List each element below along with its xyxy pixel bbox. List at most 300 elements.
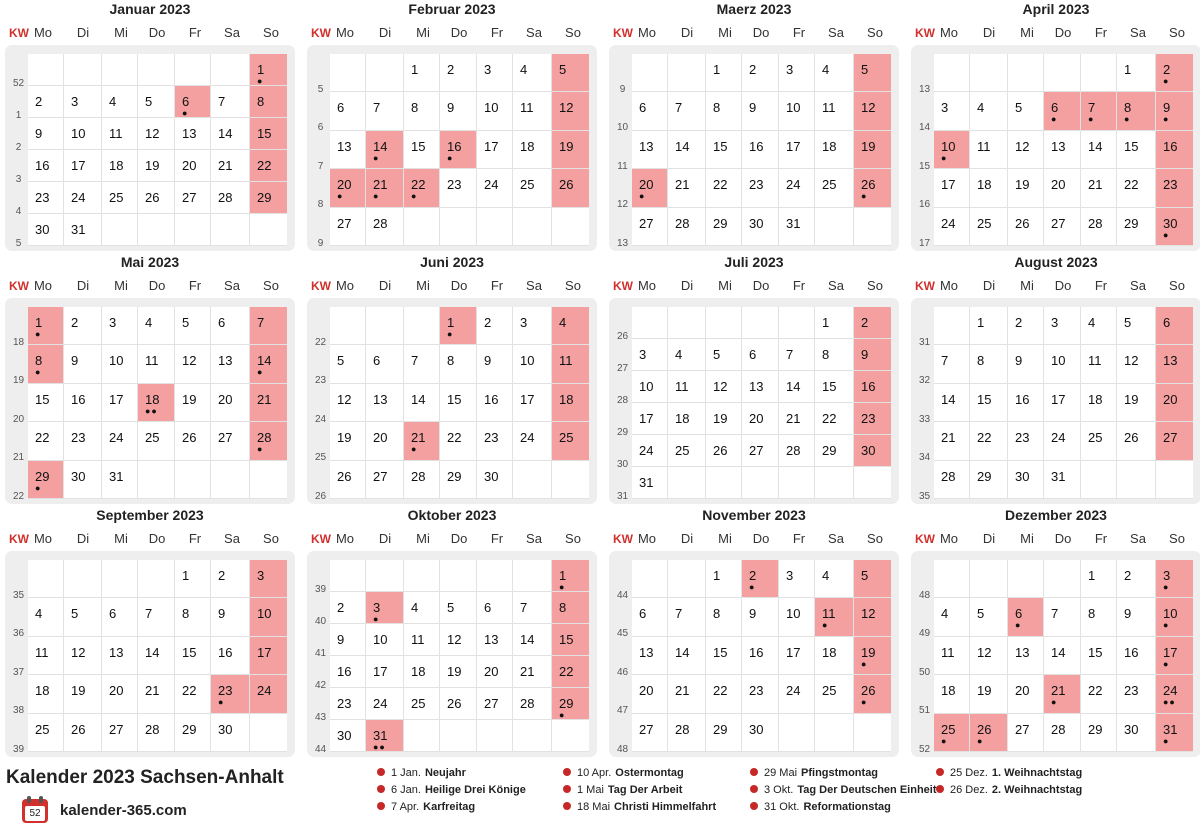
day-cell: [102, 598, 138, 636]
day-number: 11: [520, 100, 534, 116]
day-number: 1: [713, 62, 721, 77]
day-cell: [668, 371, 706, 403]
day-cell: [706, 598, 742, 636]
month-title: Maerz 2023: [716, 1, 792, 17]
day-number: 22: [447, 430, 462, 446]
week-number: 31: [918, 337, 931, 348]
day-number: 9: [35, 126, 43, 141]
holiday-name: Ostermontag: [615, 767, 684, 779]
day-cell: [779, 637, 815, 675]
day-cell: [1081, 92, 1117, 130]
day-cell: [1081, 714, 1117, 752]
day-number: 2: [35, 94, 43, 109]
day-number: 4: [109, 94, 117, 109]
week-number: 22: [12, 490, 25, 502]
kw-label: KW: [311, 279, 331, 293]
day-cell: [28, 182, 64, 214]
day-cell: [706, 637, 742, 675]
day-number: 13: [1051, 138, 1066, 154]
day-number: 29: [447, 468, 462, 484]
day-number: 1: [822, 315, 830, 330]
day-cell: [668, 169, 706, 207]
weekday-label: Mi: [114, 278, 128, 293]
day-number: 25: [822, 683, 837, 699]
weekday-label: Sa: [224, 278, 240, 293]
day-number: 1: [447, 315, 455, 330]
day-cell: [742, 208, 779, 246]
empty-cell: [934, 560, 970, 598]
day-number: 20: [1163, 391, 1178, 407]
day-number: 22: [1088, 683, 1103, 699]
kw-label: KW: [311, 26, 331, 40]
day-number: 13: [1015, 644, 1030, 660]
day-number: 2: [749, 62, 757, 77]
empty-cell: [477, 208, 513, 246]
day-grid: [314, 560, 589, 755]
day-number: 6: [1163, 315, 1171, 330]
holiday-name: Reformationstag: [803, 801, 891, 813]
day-cell: [211, 560, 250, 598]
day-cell: [1044, 208, 1081, 246]
empty-cell: [934, 307, 970, 345]
day-number: 28: [675, 215, 690, 231]
day-cell: [440, 656, 477, 688]
day-cell: [211, 637, 250, 675]
day-number: 28: [520, 696, 535, 711]
holiday-dot-icon: ●: [447, 152, 454, 163]
holiday-bullet-icon: [563, 768, 571, 776]
kw-label: KW: [9, 26, 29, 40]
holiday-dot-icon: ●: [337, 191, 344, 202]
day-number: 29: [182, 721, 197, 737]
month-panel: [5, 1, 295, 251]
week-number: 8: [317, 199, 324, 211]
day-number: 16: [1163, 138, 1178, 154]
day-cell: [64, 182, 102, 214]
day-cell: [1081, 131, 1117, 169]
weekday-label: Mo: [939, 278, 959, 293]
day-cell: [632, 675, 668, 713]
day-cell: [1008, 384, 1044, 422]
week-number: 14: [918, 122, 931, 134]
day-cell: [970, 307, 1008, 345]
day-number: 12: [977, 644, 992, 660]
kw-label: KW: [9, 279, 29, 293]
holiday-dot-icon: ●: [373, 191, 380, 202]
empty-cell: [552, 720, 589, 752]
week-number: 44: [616, 590, 629, 601]
day-number: 22: [182, 683, 197, 699]
day-number: 11: [109, 126, 123, 141]
empty-cell: [815, 208, 854, 246]
day-number: 3: [520, 315, 528, 330]
empty-cell: [64, 54, 102, 86]
day-number: 2: [1124, 568, 1132, 583]
day-cell: [1156, 169, 1193, 207]
day-number: 4: [675, 347, 683, 362]
day-cell: [102, 461, 138, 499]
day-number: 31: [786, 215, 801, 231]
day-number: 30: [749, 215, 764, 231]
day-cell: [815, 169, 854, 207]
day-number: 3: [109, 315, 117, 330]
day-cell: [404, 54, 440, 92]
holiday-date: 25 Dez.: [950, 767, 988, 779]
holiday-entry: [936, 767, 1082, 779]
day-cell: [815, 131, 854, 169]
day-number: 23: [484, 430, 499, 446]
day-number: 18: [411, 664, 426, 679]
week-number: 33: [918, 413, 931, 425]
day-number: 23: [749, 177, 764, 193]
weekday-header: [5, 278, 295, 294]
month-title: Januar 2023: [109, 1, 191, 17]
empty-cell: [934, 54, 970, 92]
day-cell: [513, 688, 552, 720]
day-cell: [404, 131, 440, 169]
day-number: 20: [373, 430, 388, 446]
day-cell: [366, 208, 404, 246]
holiday-name: 2. Weihnachtstag: [991, 784, 1083, 796]
weekday-label: Mi: [114, 25, 128, 40]
day-number: 3: [1051, 315, 1059, 330]
day-number: 27: [1051, 215, 1066, 231]
day-number: 5: [1015, 100, 1023, 116]
day-number: 26: [861, 177, 876, 193]
day-number: 19: [559, 138, 574, 154]
empty-cell: [513, 560, 552, 592]
day-number: 10: [71, 126, 86, 141]
day-cell: [742, 637, 779, 675]
day-number: 12: [182, 353, 197, 369]
weekday-label: Mi: [1020, 278, 1034, 293]
day-cell: [330, 345, 366, 383]
day-number: 27: [1015, 721, 1030, 737]
day-cell: [668, 714, 706, 752]
empty-cell: [706, 467, 742, 499]
day-number: 17: [639, 411, 654, 426]
day-cell: [742, 560, 779, 598]
week-number: 6: [317, 122, 324, 134]
day-number: 22: [713, 177, 728, 193]
weekday-label: Di: [378, 531, 392, 546]
day-number: 1: [182, 568, 190, 583]
day-cell: [330, 92, 366, 130]
day-number: 14: [520, 632, 535, 647]
day-cell: [330, 624, 366, 656]
day-number: 22: [713, 683, 728, 699]
day-cell: [330, 461, 366, 499]
day-cell: [1044, 307, 1081, 345]
day-cell: [1008, 169, 1044, 207]
week-number: 40: [314, 616, 327, 627]
holiday-bullet-icon: [377, 785, 385, 793]
day-cell: [632, 637, 668, 675]
weekday-label: Sa: [224, 531, 240, 546]
holiday-date: 29 Mai: [764, 767, 798, 779]
day-number: 27: [218, 430, 233, 446]
empty-cell: [513, 208, 552, 246]
holiday-dot-icon: ●: [373, 152, 380, 163]
month-title: August 2023: [1014, 254, 1098, 270]
day-cell: [1156, 131, 1193, 169]
day-number: 29: [1124, 215, 1139, 231]
day-number: 10: [786, 100, 801, 116]
day-cell: [102, 118, 138, 150]
day-number: 18: [145, 391, 160, 407]
day-number: 27: [749, 443, 764, 458]
day-number: 27: [1163, 430, 1178, 446]
day-cell: [1044, 675, 1081, 713]
logo-number: 52: [25, 806, 45, 821]
day-number: 18: [977, 177, 992, 193]
weekday-label: Sa: [526, 25, 542, 40]
day-cell: [668, 403, 706, 435]
month-grid-panel: [5, 551, 295, 757]
empty-cell: [440, 720, 477, 752]
day-number: 6: [639, 100, 647, 116]
weekday-label: Mi: [1020, 25, 1034, 40]
day-cell: [102, 86, 138, 118]
day-number: 2: [861, 315, 869, 330]
empty-cell: [250, 461, 287, 499]
day-number: 14: [257, 353, 272, 369]
day-number: 22: [559, 664, 574, 679]
day-cell: [552, 307, 589, 345]
day-number: 8: [713, 606, 721, 622]
day-cell: [102, 675, 138, 713]
empty-cell: [779, 467, 815, 499]
day-number: 6: [749, 347, 757, 362]
day-number: 23: [71, 430, 86, 446]
day-cell: [552, 169, 589, 207]
day-number: 25: [35, 721, 50, 737]
weekday-label: Fr: [792, 278, 806, 293]
weekday-label: Sa: [828, 278, 844, 293]
day-cell: [706, 435, 742, 467]
month-grid-panel: [307, 298, 597, 504]
day-number: 25: [411, 696, 426, 711]
day-number: 9: [861, 347, 869, 362]
empty-cell: [330, 54, 366, 92]
day-number: 20: [639, 177, 654, 193]
weekday-label: Do: [148, 531, 166, 546]
weekday-label: Mo: [33, 25, 53, 40]
day-number: 8: [35, 353, 43, 369]
weekday-label: Sa: [1130, 278, 1146, 293]
day-number: 31: [1163, 721, 1178, 737]
weekday-header: [911, 25, 1200, 41]
day-number: 9: [218, 606, 226, 622]
day-cell: [1156, 92, 1193, 130]
day-cell: [1117, 560, 1156, 598]
day-cell: [477, 54, 513, 92]
day-cell: [1044, 384, 1081, 422]
empty-cell: [815, 714, 854, 752]
weekday-header: [911, 278, 1200, 294]
weekday-label: Sa: [1130, 25, 1146, 40]
holiday-date: 31 Okt.: [764, 801, 800, 813]
day-number: 7: [411, 353, 419, 369]
day-number: 3: [1163, 568, 1171, 583]
weekday-label: Fr: [1094, 531, 1108, 546]
day-number: 26: [559, 177, 574, 193]
weekday-header: [609, 531, 899, 547]
day-number: 20: [484, 664, 499, 679]
empty-cell: [1044, 560, 1081, 598]
day-number: 11: [822, 606, 836, 622]
day-cell: [1044, 169, 1081, 207]
day-number: 17: [1163, 644, 1178, 660]
day-cell: [175, 384, 211, 422]
week-number: 16: [918, 199, 931, 211]
empty-cell: [632, 560, 668, 598]
day-number: 4: [559, 315, 567, 330]
day-cell: [1081, 384, 1117, 422]
day-number: 26: [977, 721, 992, 737]
empty-cell: [552, 208, 589, 246]
day-cell: [1044, 714, 1081, 752]
day-cell: [513, 656, 552, 688]
day-number: 4: [822, 568, 830, 583]
week-number: 20: [12, 413, 25, 425]
week-number: 13: [616, 237, 629, 249]
day-grid: [918, 307, 1193, 502]
holiday-dot-icon: ●: [35, 329, 42, 339]
holiday-dot-icon: ●: [559, 582, 566, 592]
day-cell: [1156, 384, 1193, 422]
day-cell: [366, 169, 404, 207]
day-number: 22: [822, 411, 837, 426]
day-number: 8: [182, 606, 190, 622]
weekday-label: Fr: [490, 278, 504, 293]
day-number: 7: [675, 100, 683, 116]
kw-label: KW: [613, 26, 633, 40]
day-number: 14: [218, 126, 233, 141]
week-number: 25: [314, 452, 327, 464]
week-number: 9: [619, 84, 626, 95]
day-cell: [138, 345, 175, 383]
day-cell: [1156, 54, 1193, 92]
day-cell: [440, 461, 477, 499]
day-cell: [854, 169, 891, 207]
day-cell: [330, 131, 366, 169]
day-cell: [632, 169, 668, 207]
day-number: 29: [822, 443, 837, 458]
day-cell: [854, 339, 891, 371]
day-number: 25: [941, 721, 956, 737]
day-cell: [440, 169, 477, 207]
day-cell: [404, 169, 440, 207]
day-cell: [250, 598, 287, 636]
day-number: 1: [257, 62, 265, 77]
day-number: 30: [749, 721, 764, 737]
day-number: 30: [71, 468, 86, 484]
weekday-label: Mo: [939, 531, 959, 546]
weekday-label: Do: [1054, 531, 1072, 546]
day-number: 23: [35, 190, 50, 205]
holiday-dot-icon: ●: [1163, 114, 1170, 125]
weekday-label: Sa: [828, 25, 844, 40]
day-cell: [211, 714, 250, 752]
day-cell: [1117, 422, 1156, 460]
empty-cell: [513, 720, 552, 752]
calendar-logo-icon: [22, 796, 48, 824]
day-cell: [250, 54, 287, 86]
week-number: 29: [616, 427, 629, 438]
day-cell: [330, 720, 366, 752]
day-cell: [28, 214, 64, 246]
day-number: 18: [675, 411, 690, 426]
weekday-label: Do: [1054, 278, 1072, 293]
day-number: 24: [109, 430, 124, 446]
day-cell: [138, 637, 175, 675]
day-cell: [552, 688, 589, 720]
empty-cell: [138, 54, 175, 86]
week-number: 28: [616, 395, 629, 406]
day-cell: [513, 169, 552, 207]
week-number: 5: [317, 84, 324, 95]
day-number: 27: [639, 215, 654, 231]
empty-cell: [250, 214, 287, 246]
day-number: 1: [713, 568, 721, 583]
holiday-dot-icon: ●: [35, 482, 42, 493]
day-cell: [1117, 208, 1156, 246]
weekday-label: Do: [752, 278, 770, 293]
day-number: 21: [675, 683, 690, 699]
day-number: 15: [713, 644, 728, 660]
weekday-header: [5, 531, 295, 547]
calendar-title: Kalender 2023 Sachsen-Anhalt: [6, 767, 284, 788]
day-number: 17: [1051, 391, 1066, 407]
empty-cell: [970, 54, 1008, 92]
month-grid-panel: [5, 298, 295, 504]
week-number: 26: [616, 331, 629, 342]
empty-cell: [1156, 461, 1193, 499]
day-cell: [477, 92, 513, 130]
site-link[interactable]: kalender-365.com: [60, 802, 187, 819]
day-cell: [28, 345, 64, 383]
day-number: 6: [337, 100, 345, 116]
day-cell: [102, 714, 138, 752]
day-cell: [552, 345, 589, 383]
day-number: 18: [520, 138, 535, 154]
holiday-dot-icon: ●: [1163, 658, 1170, 669]
holiday-dot-icon: ●: [1124, 114, 1131, 125]
day-number: 15: [257, 126, 272, 141]
day-cell: [404, 345, 440, 383]
day-cell: [552, 624, 589, 656]
day-number: 18: [35, 683, 50, 699]
day-cell: [175, 598, 211, 636]
day-cell: [706, 208, 742, 246]
day-cell: [779, 169, 815, 207]
day-cell: [330, 688, 366, 720]
day-number: 19: [71, 683, 86, 699]
day-cell: [211, 675, 250, 713]
holiday-bullet-icon: [750, 785, 758, 793]
day-number: 11: [822, 100, 836, 116]
week-number: 52: [918, 743, 931, 755]
day-cell: [632, 714, 668, 752]
day-cell: [250, 675, 287, 713]
day-cell: [1008, 307, 1044, 345]
day-cell: [742, 54, 779, 92]
week-number: 46: [616, 666, 629, 678]
day-cell: [815, 339, 854, 371]
day-number: 30: [35, 222, 50, 237]
weekday-label: Fr: [1094, 278, 1108, 293]
